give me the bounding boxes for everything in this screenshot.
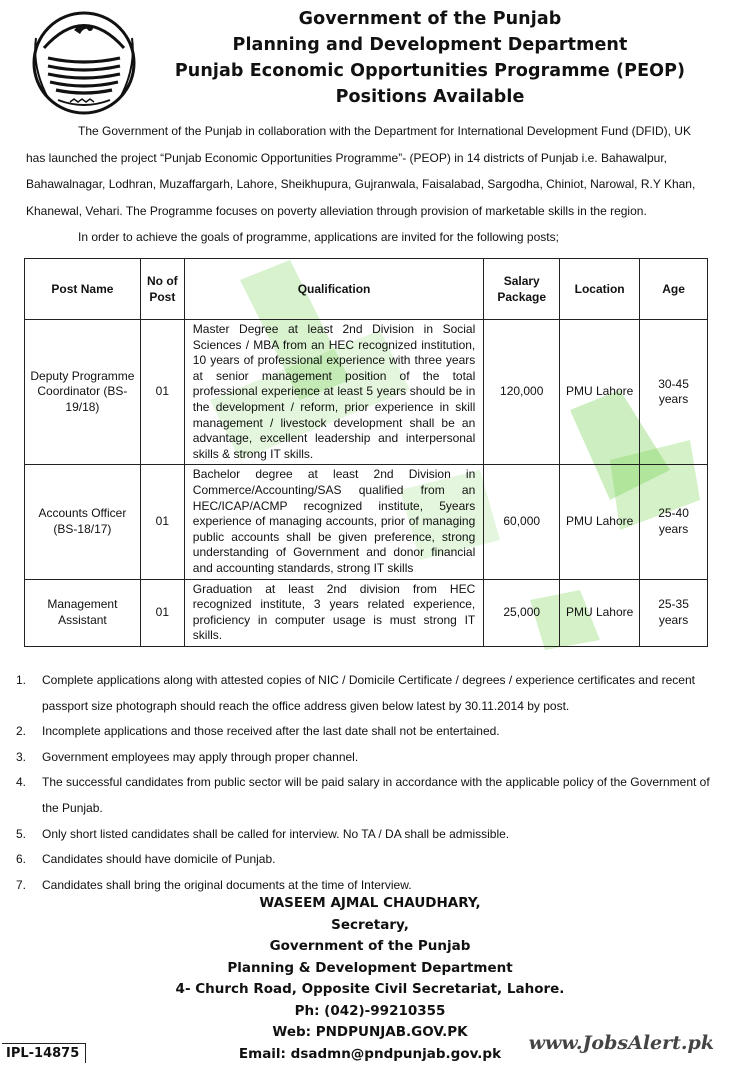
no-of-post: 01 [140, 579, 184, 646]
post-name: Deputy Programme Coordinator (BS-19/18) [25, 320, 141, 465]
salary: 60,000 [484, 465, 560, 579]
signatory-department: Planning & Development Department [227, 959, 513, 976]
location: PMU Lahore [560, 579, 640, 646]
intro-text [26, 118, 710, 251]
intro-paragraph-2: In order to achieve the goals of programme, applications are invited for the following posts; [78, 230, 559, 244]
header-qualification: Qualification [184, 259, 483, 320]
table-header-row [25, 259, 708, 320]
item-number: 4. [16, 775, 27, 790]
intro-paragraph-1: The Government of the Punjab in collaboration with the Department for International Development Fund (DFID), UK has launched the project “Punjab Economic Opportunities Programme”- (PEOP) in 14 districts of Punjab i.e. Bahawalpur, Bahawalnagar, Lodhran, Muzaffargarh, Lahore, Sheikhupura, Gujranwala, Faisalabad, Sargodha, Chiniot, Narowal, R.Y Khan, Khanewal, Vehari. The Programme focuses on poverty alleviation through provision of marketable skills in the region. [26, 124, 696, 218]
header-government: Government of the Punjab [298, 9, 562, 29]
location: PMU Lahore [560, 465, 640, 579]
salary: 120,000 [484, 320, 560, 465]
item-number: 7. [16, 877, 27, 892]
location: PMU Lahore [560, 320, 640, 465]
header-location: Location [560, 259, 640, 320]
table-row [25, 320, 708, 465]
header-positions: Positions Available [335, 87, 525, 107]
item-text: Government employees may apply through proper channel. [42, 749, 359, 764]
list-item [16, 668, 716, 719]
instructions-list [16, 668, 716, 898]
item-text: Complete applications along with attested copies of NIC / Domicile Certificate / degrees / experience certificates and recent passport size photograph should reach the office address given below latest by 30.11.2014 by post. [42, 673, 695, 713]
office-phone: Ph: (042)-99210355 [294, 1002, 446, 1019]
header-no-of-post: No of Post [140, 259, 184, 320]
source-website: www.JobsAlert.pk [528, 1032, 714, 1054]
header-salary-package: Salary Package [484, 259, 560, 320]
table-row [25, 465, 708, 579]
signature-block [170, 893, 570, 1065]
table-row [25, 579, 708, 646]
header [150, 6, 710, 110]
item-text: Candidates should have domicile of Punjab. [42, 852, 276, 867]
age: 30-45 years [640, 320, 708, 465]
post-name: Management Assistant [25, 579, 141, 646]
positions-table [24, 258, 708, 647]
qualification: Master Degree at least 2nd Division in Social Sciences / MBA from an HEC recognized institution, 10 years of professional experience with three years at senior management position of the total professional experience at least 5 years should be in the development / reform, prior experience in skill management / livestock development shall be an advantage, excellent leadership and interpersonal skills & strong IT skills. [184, 320, 483, 465]
list-item [16, 770, 716, 821]
no-of-post: 01 [140, 320, 184, 465]
header-age: Age [640, 259, 708, 320]
qualification: Bachelor degree at least 2nd Division in Commerce/Accounting/SAS qualified from an HEC/ICAP/ACMP recognized institute, 5years experience of managing accounts, prior of managing public accounts shall be given preference, strong understanding of Government and donor financial and accounting standards, strong IT skills [184, 465, 483, 579]
age: 25-40 years [640, 465, 708, 579]
item-text: The successful candidates from public sector will be paid salary in accordance with the applicable policy of the Government of the Punjab. [42, 775, 710, 815]
header-programme: Punjab Economic Opportunities Programme (PEOP) [174, 61, 686, 81]
office-email: Email: dsadmn@pndpunjab.gov.pk [238, 1045, 502, 1062]
list-item [16, 719, 716, 745]
no-of-post: 01 [140, 465, 184, 579]
item-text: Only short listed candidates shall be called for interview. No TA / DA shall be admissible. [42, 826, 510, 841]
list-item [16, 822, 716, 848]
qualification: Graduation at least 2nd division from HEC recognized institute, 3 years related experience, proficiency in computer usage is must strong IT skills. [184, 579, 483, 646]
header-department: Planning and Development Department [232, 35, 628, 55]
item-number: 6. [16, 852, 27, 867]
header-post-name: Post Name [25, 259, 141, 320]
item-number: 3. [16, 749, 27, 764]
list-item [16, 847, 716, 873]
list-item [16, 745, 716, 771]
signatory-org: Government of the Punjab [269, 938, 471, 954]
item-number: 1. [16, 673, 27, 687]
ipl-code: IPL-14875 [2, 1043, 86, 1063]
salary: 25,000 [484, 579, 560, 646]
age: 25-35 years [640, 579, 708, 646]
item-number: 2. [16, 724, 27, 739]
item-text: Incomplete applications and those received after the last date shall not be entertained. [42, 724, 500, 739]
office-website: Web: PNDPUNJAB.GOV.PK [272, 1024, 468, 1040]
item-text: Candidates shall bring the original documents at the time of Interview. [42, 877, 412, 892]
signatory-title: Secretary, [331, 916, 409, 933]
punjab-emblem-logo [30, 8, 138, 118]
post-name: Accounts Officer (BS-18/17) [25, 465, 141, 579]
signatory-name: WASEEM AJMAL CHAUDHARY, [259, 895, 481, 911]
office-address: 4- Church Road, Opposite Civil Secretariat, Lahore. [175, 981, 565, 997]
item-number: 5. [16, 826, 27, 841]
